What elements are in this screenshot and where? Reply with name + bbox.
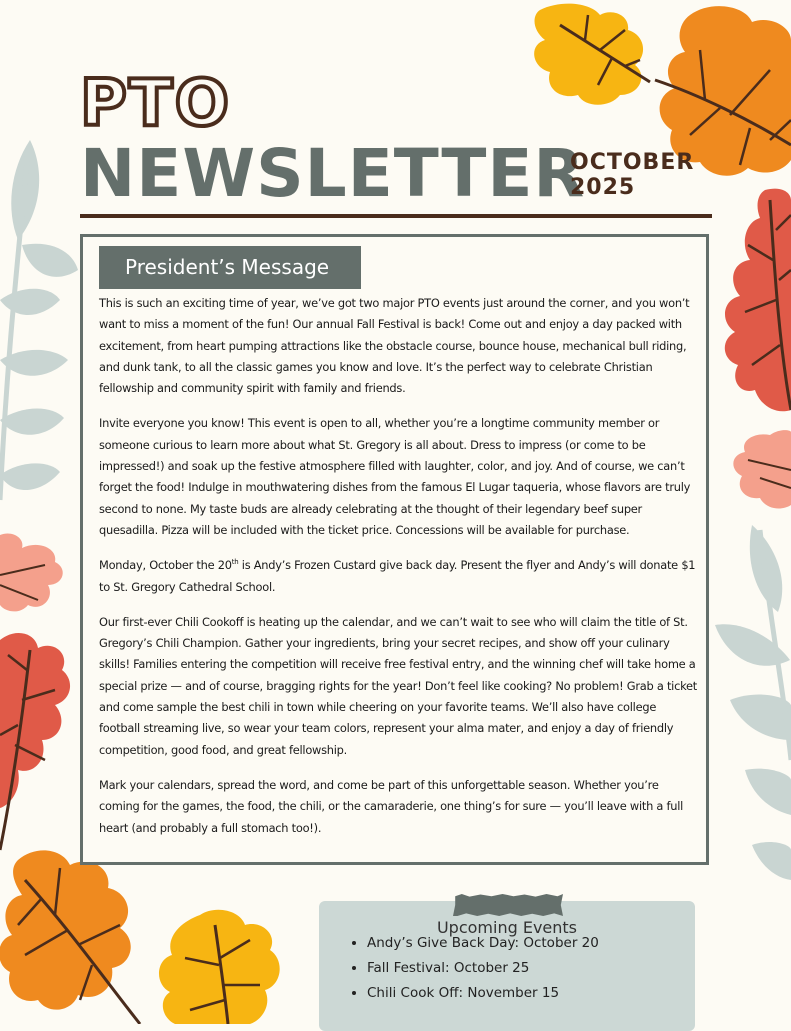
message-paragraph-5: Mark your calendars, spread the word, and come be part of this unforgettable season. Whether you’re coming for the games, the food, the chili, or the camaraderie, one thing’s for sure — you’ll leave with a full heart (and probably a full stomach too!). <box>99 777 684 835</box>
ordinal-suffix: th <box>231 558 239 567</box>
message-paragraph-4: Our first-ever Chili Cookoff is heating up the calendar, and we can’t wait to see who will claim the title of St. Gregory’s Chili Champion. Gather your ingredients, bring your secret recipes, and show off your culinary skills! Families entering the competition will receive free festival entry, and the winning chef will take home a special prize — and of course, bragging rights for the year! Don’t feel like cooking? No problem! Grab a ticket and come sample the best chili in town while cheering on your favorite teams. We’ll also have college football streaming live, so wear your team colors, represent your alma mater, and enjoy a day of friendly competition, good food, and great fellowship. <box>99 614 698 757</box>
issue-year: 2025 <box>570 175 636 200</box>
upcoming-events-panel <box>319 901 695 1031</box>
event-item: • Chili Cook Off: November 15 <box>367 981 599 1006</box>
paragraph-3-start: Monday, October the 20 <box>99 558 232 573</box>
upcoming-events-list <box>345 931 599 1006</box>
message-paragraph-1: This is such an exciting time of year, we’ve got two major PTO events just around the corner, and you won’t want to miss a moment of the fun! Our annual Fall Festival is back! Come out and enjoy a day packed with excitement, from heart pumping attractions like the obstacle course, bounce house, mechanical bull riding, and dunk tank, to all the classic games you know and love. It’s the perfect way to celebrate Christian fellowship and community spirit with family and friends. <box>99 296 690 396</box>
presidents-message-body <box>99 293 699 853</box>
washi-tape <box>453 894 563 916</box>
newsletter-title-pto: PTO <box>80 67 231 141</box>
event-item: • Andy’s Give Back Day: October 20 <box>367 931 599 956</box>
message-paragraph-2: Invite everyone you know! This event is open to all, whether you’re a longtime community member or someone curious to learn more about what St. Gregory is all about. Dress to impress (or come to be impressed!) and soak up the festive atmosphere filled with laughter, color, and joy. And of course, we can’t forget the food! Indulge in mouthwatering dishes from the famous El Lugar taqueria, whose flavors are truly second to none. My taste buds are already celebrating at the thought of their legendary beef super quesadilla. Pizza will be included with the ticket price. Concessions will be available for purchase. <box>99 416 691 537</box>
event-item: • Fall Festival: October 25 <box>367 956 599 981</box>
presidents-message-box <box>80 234 709 865</box>
header-divider <box>80 214 712 218</box>
upcoming-events-title: Upcoming Events <box>436 918 578 937</box>
issue-date <box>570 150 694 200</box>
paragraph-3-end: is Andy’s Frozen Custard give back day. Present the flyer and Andy’s will donate $1 to St. Gregory Cathedral School. <box>99 558 696 594</box>
presidents-message-heading: President’s Message <box>99 246 361 289</box>
issue-month: OCTOBER <box>570 150 695 175</box>
message-paragraph-3 <box>99 555 699 598</box>
newsletter-title-word: NEWSLETTER <box>80 135 586 212</box>
